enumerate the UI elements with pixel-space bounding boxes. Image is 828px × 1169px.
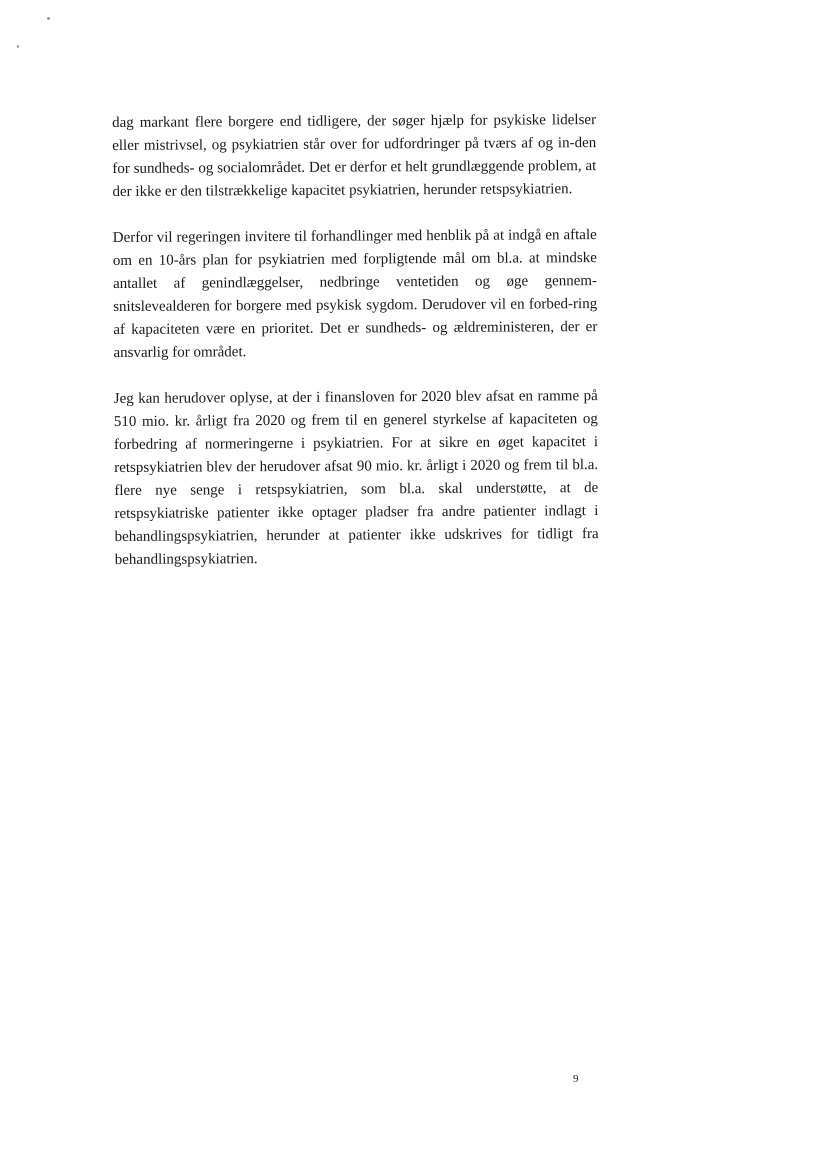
paragraph-2: Derfor vil regeringen invitere til forhandlinger med henblik på at indgå en aftale om en 10-års plan for psykiatrien med forpligtende mål om bl.a. at mindske antallet af genindlæggelser, nedbringe ventetiden og øge gennem-snitslevealderen for borgere med psykisk sygdom. Derudover vil en forbed-ring af kapaciteten være en prioritet. Det er sundheds- og ældreministeren, der er ansvarlig for området.: [112, 227, 598, 361]
paragraph-1: dag markant flere borgere end tidligere, der søger hjælp for psykiske lidelser eller mistrivsel, og psykiatrien står over for udfordringer på tværs af og in-den for sundheds- og socialområdet. Det er derfor et helt grundlæggende problem, at der ikke er den tilstrækkelige kapacitet psykiatrien, herunder retspsykiatrien.: [112, 112, 597, 200]
paragraph-3: Jeg kan herudover oplyse, at der i finansloven for 2020 blev afsat en ramme på 510 mio. kr. årligt fra 2020 og frem til en generel styrkelse af kapaciteten og forbedring af normeringerne i psykiatrien. For at sikre en øget kapacitet i retspsykiatrien blev der herudover afsat 90 mio. kr. årligt i 2020 og frem til bl.a. flere nye senge i retspsykiatrien, som bl.a. skal understøtte, at de retspsykiatriske patienter ikke optager pladser fra andre patienter indlagt i behandlingspsykiatrien, herunder at patienter ikke udskrives for tidligt fra behandlingspsykiatrien.: [113, 388, 599, 568]
scan-speck: [47, 17, 50, 20]
page-number: 9: [573, 1073, 579, 1085]
body-text: [112, 109, 599, 595]
scan-speck: [17, 45, 19, 48]
